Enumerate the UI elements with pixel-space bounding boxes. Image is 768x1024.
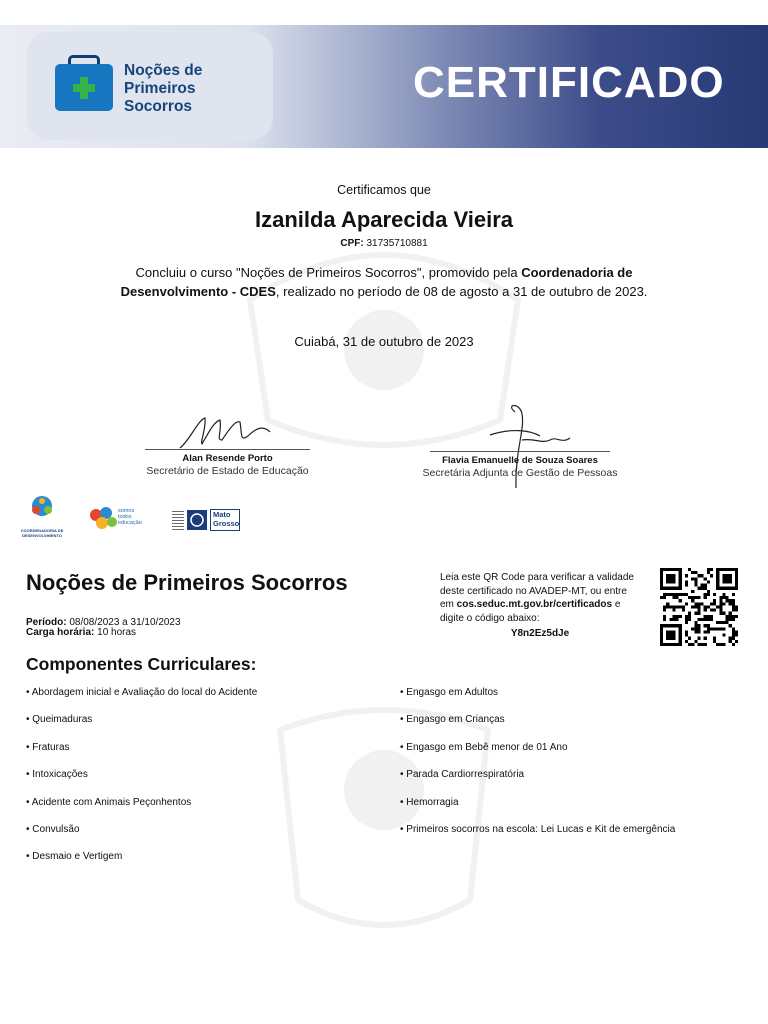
- component-item: • Fraturas: [26, 741, 70, 753]
- component-item: • Hemorragia: [400, 796, 459, 808]
- component-item: • Engasgo em Bebê menor de 01 Ano: [400, 741, 568, 753]
- verification-url[interactable]: cos.seduc.mt.gov.br/certificados: [456, 599, 613, 610]
- component-item: • Convulsão: [26, 824, 80, 835]
- component-item: • Queimaduras: [26, 714, 93, 726]
- badge-title: [124, 62, 202, 116]
- gov-line2: Grosso: [213, 519, 240, 528]
- component-item: • Abordagem inicial e Avaliação do local do Acidente: [26, 687, 258, 698]
- components-title: Componentes Curriculares:: [26, 654, 257, 674]
- campaign-line3: educação: [118, 520, 142, 526]
- gov-small-print: [172, 510, 184, 530]
- cpf-value: 31735710881: [366, 238, 428, 249]
- component-item: • Intoxicações: [26, 769, 88, 781]
- intro-text: Certificamos que: [337, 183, 431, 197]
- hours-value: 10 horas: [97, 627, 137, 638]
- signature-2-line: [430, 451, 610, 452]
- component-item: • Primeiros socorros na escola: Lei Lucas e Kit de emergência: [400, 824, 676, 835]
- verification-line3-suffix: e: [612, 599, 621, 610]
- campaign-logo-text: [118, 508, 142, 526]
- badge-title-line2: Primeiros: [124, 80, 196, 97]
- signature-2-name: Flavia Emanuelle de Souza Soares: [442, 455, 598, 466]
- component-item: • Parada Cardiorrespiratória: [400, 769, 525, 781]
- signature-2-role: Secretária Adjunta de Gestão de Pessoas: [422, 467, 618, 479]
- verification-line1: Leia este QR Code para verificar a validade: [440, 572, 634, 583]
- hours-label: Carga horária:: [26, 627, 95, 638]
- period-value: 08/08/2023 a 31/10/2023: [69, 617, 181, 628]
- statement-part2: , realizado no período de 08 de agosto a 31 de outubro de 2023.: [275, 284, 648, 299]
- verification-instructions: [440, 571, 655, 625]
- statement-organizer: Coordenadoria de Desenvolvimento - CDES: [120, 265, 633, 299]
- place-date: Cuiabá, 31 de outubro de 2023: [294, 334, 474, 349]
- campaign-line2: todos: [118, 514, 132, 520]
- gov-emblem-icon: [186, 509, 208, 531]
- cdes-logo-icon: [22, 493, 62, 523]
- signature-1-name: Alan Resende Porto: [182, 453, 273, 464]
- gov-logo-text: [210, 509, 240, 531]
- badge-title-line1: Noções de: [124, 62, 203, 79]
- campaign-logo-icon: [88, 505, 118, 531]
- cpf-label: CPF:: [340, 238, 364, 249]
- verification-line3: [440, 598, 655, 612]
- medical-cross-icon: [71, 75, 97, 101]
- verification-code: Y8n2Ez5dJe: [510, 628, 570, 639]
- component-item: • Desmaio e Vertigem: [26, 851, 123, 863]
- statement-part1: Concluiu o curso "Noções de Primeiros Socorros", promovido pela: [135, 265, 522, 280]
- period-label: Período:: [26, 617, 67, 628]
- signature-1-scribble: [170, 410, 280, 452]
- component-item: • Engasgo em Crianças: [400, 714, 505, 726]
- recipient-name: Izanilda Aparecida Vieira: [254, 207, 513, 232]
- badge-title-line3: Socorros: [124, 98, 193, 115]
- course-hours: [26, 627, 136, 638]
- verification-line2: deste certificado no AVADEP-MT, ou entre: [440, 585, 627, 597]
- qr-code-icon[interactable]: [660, 568, 738, 646]
- campaign-line1: somos: [118, 508, 135, 514]
- component-item: • Acidente com Animais Peçonhentos: [26, 796, 192, 808]
- cdes-logo-text: COORDENADORIA DE DESENVOLVIMENTO: [20, 528, 64, 538]
- signature-1-role: Secretário de Estado de Educação: [146, 465, 309, 477]
- gov-line1: Mato: [213, 510, 231, 519]
- signature-1-line: [145, 449, 310, 450]
- course-statement: [100, 263, 668, 301]
- component-item: • Engasgo em Adultos: [400, 687, 499, 698]
- course-title: Noções de Primeiros Socorros: [26, 570, 348, 595]
- certificate-title: CERTIFICADO: [413, 58, 725, 107]
- verification-line4: digite o código abaixo:: [440, 612, 540, 624]
- verification-line3-prefix: em: [440, 599, 457, 610]
- cpf-line: [0, 238, 768, 249]
